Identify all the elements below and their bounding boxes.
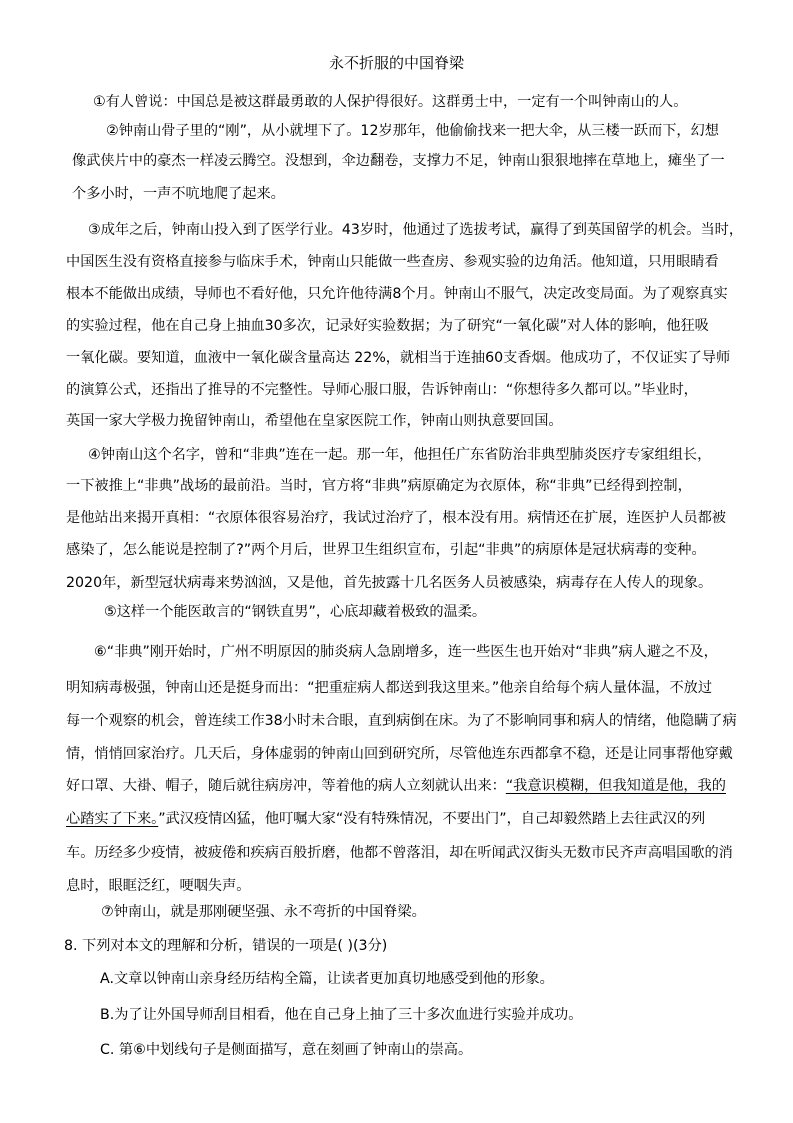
paragraph-3-line: 的实验过程，他在自己身上抽血30多次，记录好实验数据；为了研究“一氧化碳”对人体的影响，他狂吸 <box>66 318 709 334</box>
paragraph-3-line: 中国医生没有资格直接参与临床手术，钟南山只能做一些查房、参观实验的边角活。他知道，只用眼睛看 <box>66 254 719 270</box>
paragraph-6-text: ”武汉疫情凶猛，他叮嘱大家“没有特殊情况，不要出门”，自己却毅然踏上去往武汉的列 <box>158 811 706 827</box>
underlined-sentence: 心踏实了下来。 <box>66 811 159 827</box>
paragraph-6-line: 明知病毒极强，钟南山还是挺身而出：“把重症病人都送到我这里来。”他亲自给每个病人量体温，不放过 <box>66 680 713 696</box>
paragraph-4-line: 2020年，新型冠状病毒来势汹汹，又是他，首先披露十几名医务人员被感染，病毒存在人传人的现象。 <box>66 575 713 591</box>
option-a: A.文章以钟南山亲身经历结构全篇，让读者更加真切地感受到他的形象。 <box>100 971 554 987</box>
paragraph-4-line: 一下被推上“非典”战场的最前沿。当时，官方将“非典”病原确定为衣原体，称“非典”已经得到控制， <box>66 478 692 494</box>
paragraph-6-line: 每一个观察的机会，曾连续工作38小时未合眼，直到病倒在床。为了不影响同事和病人的情绪，他隐瞒了病 <box>66 713 737 729</box>
paragraph-3-line: 的演算公式，还指出了推导的不完整性。导师心服口服，告诉钟南山：“你想待多久都可以。”毕业时， <box>66 382 698 398</box>
paragraph-6-line <box>66 776 726 796</box>
paragraph-6-line <box>66 809 705 829</box>
paragraph-1-line: ①有人曾说：中国总是被这群最勇敢的人保护得很好。这群勇士中，一定有一个叫钟南山的人。 <box>93 94 688 110</box>
paragraph-6-line: ⑥“非典”刚开始时，广州不明原因的肺炎病人急剧增多，连一些医生也开始对“非典”病人避之不及， <box>94 644 718 660</box>
paragraph-2-line: 像武侠片中的豪杰一样凌云腾空。没想到，伞边翻卷，支撑力不足，钟南山狠狠地摔在草地上，瘫坐了一 <box>72 153 725 169</box>
paragraph-7-line: ⑦钟南山，就是那刚硬坚强、永不弯折的中国脊梁。 <box>101 904 426 920</box>
paragraph-4-line: 感染了，怎么能说是控制了?”两个月后，世界卫生组织宣布，引起“非典”的病原体是冠状病毒的变种。 <box>66 542 706 558</box>
question-stem: 8. 下列对本文的理解和分析，错误的一项是( )(3分) <box>64 938 388 954</box>
paragraph-3-line: ③成年之后，钟南山投入到了医学行业。43岁时，他通过了选拔考试，赢得了到英国留学的机会。当时， <box>88 222 744 238</box>
paragraph-3-line: 根本不能做出成绩，导师也不看好他，只允许他待满8个月。钟南山不服气，决定改变局面。为了观察真实 <box>66 286 728 302</box>
paragraph-2-line: ②钟南山骨子里的“刚”，从小就埋下了。12岁那年，他偷偷找来一把大伞，从三楼一跃而下，幻想 <box>106 123 719 139</box>
underlined-sentence: “我意识模糊，但我知道是他，我的 <box>505 778 726 794</box>
article-title: 永不折服的中国脊梁 <box>328 54 464 72</box>
paragraph-6-line: 情，悄悄回家治疗。几天后，身体虚弱的钟南山回到研究所，尽管他连东西都拿不稳，还是让同事帮他穿戴 <box>66 746 733 762</box>
paragraph-6-line: 息时，眼眶泛红，哽咽失声。 <box>66 878 251 894</box>
paragraph-2-line: 个多小时，一声不吭地爬了起来。 <box>72 186 285 202</box>
paragraph-4-line: 是他站出来揭开真相：“衣原体很容易治疗，我试过治疗了，根本没有用。病情还在扩展，连医护人员都被 <box>66 510 726 526</box>
paragraph-6-line: 车。历经多少疫情，被疲倦和疾病百般折磨，他都不曾落泪，却在听闻武汉街头无数市民齐声高唱国歌的消 <box>66 845 733 861</box>
paragraph-3-line: 一氧化碳。要知道，血液中一氧化碳含量高达 22%，就相当于连抽60支香烟。他成功了，不仅证实了导师 <box>66 350 731 366</box>
paragraph-5-line: ⑤这样一个能医敢言的“钢铁直男”，心底却藏着极致的温柔。 <box>104 604 487 620</box>
paragraph-4-line: ④钟南山这个名字，曾和“非典”连在一起。那一年，他担任广东省防治非典型肺炎医疗专家组组长， <box>88 447 712 463</box>
paragraph-6-text: 好口罩、大褂、帽子，随后就往病房冲，等着他的病人立刻就认出来： <box>66 778 506 794</box>
option-b: B.为了让外国导师刮目相看，他在自己身上抽了三十多次血进行实验并成功。 <box>100 1007 583 1023</box>
paragraph-3-line: 英国一家大学极力挽留钟南山，希望他在皇家医院工作，钟南山则执意要回国。 <box>66 413 563 429</box>
option-c: C. 第⑥中划线句子是侧面描写，意在刻画了钟南山的崇高。 <box>100 1042 473 1058</box>
